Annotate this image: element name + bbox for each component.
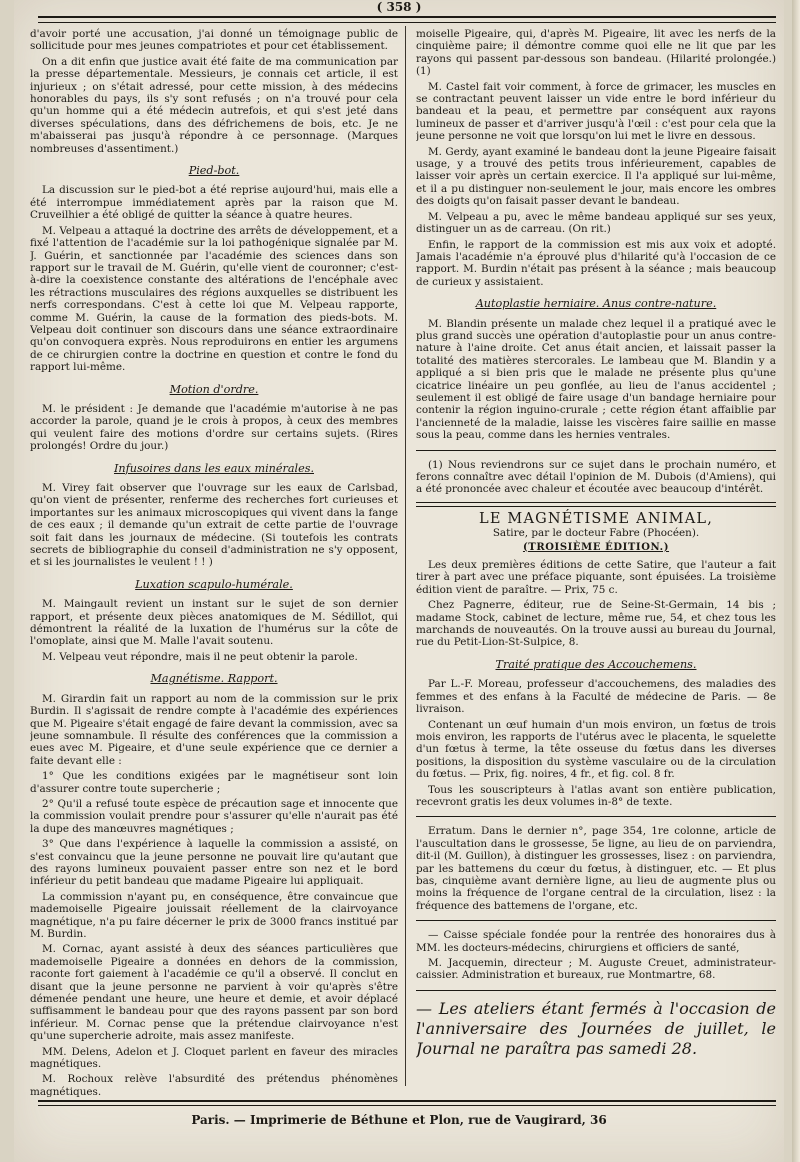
paragraph: Par L.-F. Moreau, professeur d'accouchemens, des maladies des femmes et des enfans à la Faculté de médecine de Paris. — 8e livraison. [416,678,776,716]
footer-rule [38,1100,776,1106]
footnote: (1) Nous reviendrons sur ce sujet dans le prochain numéro, et ferons connaître avec détail l'opinion de M. Dubois (d'Amiens), qui a été prononcée avec chaleur et écoutée avec beaucoup d'intérêt. [416,458,776,496]
section-heading-infusoires: Infusoires dans les eaux minérales. [113,461,314,475]
page-number: ( 358 ) [376,0,422,14]
section-heading-traite: Traité pratique des Accouchemens. [495,657,697,671]
paragraph: La commission n'ayant pu, en conséquence, être convaincue que mademoiselle Pigeaire jouissait réellement de la clairvoyance magnétique, n'a pu faire décerner le prix de 3000 francs institué par M. Burdin. [30,890,398,940]
paragraph: MM. Delens, Adelon et J. Cloquet parlent en faveur des miracles magnétiques. [30,1045,398,1071]
paragraph: M. le président : Je demande que l'académie m'autorise à ne pas accorder la parole, quand je le crois à propos, à ceux des membres qui veulent faire des motions d'ordre sur certains sujets. (Rires prolongés! Ordre du jour.) [30,402,398,453]
closing-notice: — Les ateliers étant fermés à l'occasion de l'anniversaire des Journées de juillet, le Journal ne paraîtra pas samedi 28. [416,998,776,1058]
column-divider [405,26,406,1086]
paragraph: Tous les souscripteurs à l'atlas avant son entière publication, recevront gratis les deux volumes in-8° de texte. [416,783,776,808]
paragraph: Contenant un œuf humain d'un mois environ, un fœtus de trois mois environ, les rapports de l'utérus avec le placenta, le squelette d'un fœtus à terme, la tête osseuse du fœtus dans les diverses positions, la disposition du système vasculaire ou de la circulation du fœtus. — Prix, fig. noires, 4 fr., et fig. col. 8 fr. [416,718,776,781]
paragraph: 3° Que dans l'expérience à laquelle la commission a assisté, on s'est convaincu que la jeune personne ne pouvait lire qu'autant que des rayons lumineux pouvaient passer entre son nez et le bord inférieur du petit bandeau que madame Pigeaire lui appliquait. [30,838,398,888]
newspaper-page [14,0,784,1162]
paragraph: M. Velpeau a attaqué la doctrine des arrêts de développement, et a fixé l'attention de l'académie sur la loi pathogénique signalée par M. J. Guérin, et sanctionnée par l'académie des sciences dans son rapport sur le travail de M. Guérin, qu'elle vient de couronner; c'est-à-dire la coexistence constante des altérations de l'encéphale avec les rétractions musculaires des régions auxquelles se distribuent les nerfs correspondans. C'est à cette loi que M. Velpeau rapporte, comme M. Guérin, la cause de la formation des pieds-bots. M. Velpeau doit continuer son discours dans une séance extraordinaire qu'on convoquera exprès. Nous reproduirons en entier les argumens de ce chirurgien contre la doctrine en question et contre le fond du rapport lui-même. [30,224,398,374]
paragraph: M. Velpeau veut répondre, mais il ne peut obtenir la parole. [42,650,358,663]
section-heading-luxation: Luxation scapulo-humérale. [135,577,293,591]
left-column [30,28,398,1100]
paragraph: Les deux premières éditions de cette Satire, que l'auteur a fait tirer à part avec une préface piquante, sont épuisées. La troisième édition vient de paraître. — Prix, 75 c. [416,559,776,596]
divider [416,502,776,507]
top-rule [38,16,776,23]
paragraph: M. Rochoux relève l'absurdité des prétendus phénomènes magnétiques. [30,1073,398,1098]
paragraph: Chez Pagnerre, éditeur, rue de Seine-St-Germain, 14 bis ; madame Stock, cabinet de lecture, même rue, 54, et chez tous les marchands de nouveautés. On la trouve aussi au bureau du Journal, rue du Petit-Lion-St-Sulpice, 8. [416,599,776,649]
paragraph: M. Velpeau a pu, avec le même bandeau appliqué sur ses yeux, distinguer un as de carreau. (On rit.) [416,210,776,236]
paragraph: Enfin, le rapport de la commission est mis aux voix et adopté. Jamais l'académie n'a éprouvé plus d'hilarité qu'à l'occasion de ce rapport. M. Burdin n'était pas présent à la séance ; mais beaucoup de curieux y assistaient. [416,238,776,288]
paragraph: M. Blandin présente un malade chez lequel il a pratiqué avec le plus grand succès une opération d'autoplastie pour un anus contre-nature à l'aine droite. Cet anus était ancien, et laissait passer la totalité des matières stercorales. Le lambeau que M. Blandin y a appliqué a si bien pris que le malade ne présente plus qu'une cicatrice linéaire un peu gonflée, au lieu de l'anus accidentel ; seulement il est obligé de faire usage d'un bandage herniaire pour contenir la région inguino-crurale ; cette région étant affaiblie par l'ancienneté de la maladie, laisse les viscères faire saillie en masse sous la peau, comme dans les hernies ventrales. [416,317,776,442]
advert-edition: (TROISIÈME ÉDITION.) [522,541,670,553]
divider [416,450,776,451]
paragraph: M. Maingault revient un instant sur le sujet de son dernier rapport, et présente deux pièces anatomiques de M. Sédillot, qui démontrent la réalité de la luxation de l'humérus sur la côte de l'omoplate, ainsi que M. Malle l'avait soutenu. [30,598,398,648]
paragraph: M. Jacquemin, directeur ; M. Auguste Creuet, administrateur-caissier. Administration et bureaux, rue Montmartre, 68. [416,957,776,982]
paragraph: M. Castel fait voir comment, à force de grimacer, les muscles en se contractant peuvent laisser un vide entre le bord inférieur du bandeau et la peau, et permettre par conséquent aux rayons lumineux de passer et d'arriver jusqu'à l'œil : c'est pour cela que la jeune personne ne voit que lorsqu'on lui met le livre en dessous. [416,80,776,143]
paragraph: M. Girardin fait un rapport au nom de la commission sur le prix Burdin. Il s'agissait de rendre compte à l'académie des expériences que M. Pigeaire s'était engagé de faire devant la commission, avec sa jeune somnambule. Il résulte des conférences que la commission a eues avec M. Pigeaire, et d'une seule expérience que ce dernier a faite devant elle : [30,692,398,767]
paragraph: M. Gerdy, ayant examiné le bandeau dont la jeune Pigeaire faisait usage, y a trouvé des petits trous inférieurement, capables de laisser voir après un certain exercice. Il l'a appliqué sur lui-même, et il a pu distinguer non-seulement le jour, mais encore les ombres des doigts qu'on faisait passer devant le bandeau. [416,145,776,208]
printer-imprint: Paris. — Imprimerie de Béthune et Plon, rue de Vaugirard, 36 [191,1113,607,1127]
paragraph: — Caisse spéciale fondée pour la rentrée des honoraires dus à MM. les docteurs-médecins, chirurgiens et officiers de santé, [416,929,776,954]
right-column [416,28,776,1100]
advert-subtitle: Satire, par le docteur Fabre (Phocéen). [492,527,700,540]
paragraph: 1° Que les conditions exigées par le magnétiseur sont loin d'assurer contre toute supercherie ; [30,770,398,795]
advert-title: LE MAGNÉTISME ANIMAL, [478,510,713,527]
divider [416,990,776,991]
section-heading-pied-bot: Pied-bot. [188,164,240,178]
paragraph: M. Virey fait observer que l'ouvrage sur les eaux de Carlsbad, qu'on vient de présenter, renferme des recherches fort curieuses et importantes sur les animaux microscopiques qui vivent dans la fange de ces eaux ; il demande qu'un extrait de cette partie de l'ouvrage soit fait dans les journaux de médecine. (Si toutefois les contrats secrets de bibliographie du conseil d'administration ne s'y opposent, et si les journalistes le veulent ! ! ) [30,482,398,569]
divider [416,920,776,921]
section-heading-autoplastie: Autoplastie herniaire. Anus contre-nature. [475,297,717,311]
divider [416,816,776,817]
section-heading-magnetisme: Magnétisme. Rapport. [150,672,278,686]
paragraph: moiselle Pigeaire, qui, d'après M. Pigeaire, lit avec les nerfs de la cinquième paire; il démontre comme quoi elle ne lit que par les rayons qui passent par-dessous son bandeau. (Hilarité prolongée.) (1) [416,28,776,78]
paragraph: d'avoir porté une accusation, j'ai donné un témoignage public de sollicitude pour mes jeunes compatriotes et pour cet établissement. [30,28,398,53]
page-edge [792,0,800,1162]
erratum: Erratum. Dans le dernier n°, page 354, 1re colonne, article de l'auscultation dans le grossesse, 5e ligne, au lieu de on parviendra, dit-il (M. Guillon), à distinguer les grossesses, lisez : on parviendra, par les battemens du cœur du fœtus, à distinguer, etc. — Et plus bas, cinquième avant dernière ligne, au lieu de augmente plus ou moins la fréquence de l'organe central de la circulation, lisez : la fréquence des battemens de l'organe, etc. [416,825,776,912]
paragraph: M. Cornac, ayant assisté à deux des séances particulières que mademoiselle Pigeaire a données en dehors de la commission, raconte fort gaiement à l'académie ce qu'il a observé. Il conclut en disant que la jeune personne ne parvient à voir qu'après s'être démenée pendant une heure, une heure et demie, et avoir déplacé suffisamment le bandeau pour que des rayons passent par son bord inférieur. M. Cornac pense que la prétendue clairvoyance n'est qu'une supercherie adroite, mais assez manifeste. [30,943,398,1043]
paragraph: La discussion sur le pied-bot a été reprise aujourd'hui, mais elle a été interrompue immédiatement après par la raison que M. Cruveilhier a été obligé de quitter la séance à quatre heures. [30,184,398,222]
paragraph: On a dit enfin que justice avait été faite de ma communication par la presse départementale. Messieurs, je connais cet article, il est injurieux ; on s'était adressé, pour cette mission, à des médecins honorables du pays, ils s'y sont refusés ; on n'a trouvé pour cela qu'un homme qui a été médecin autrefois, et qui s'est jeté dans diverses spéculations, dans des défrichemens de bois, etc. Je ne m'abaisserai pas jusqu'à répondre à ce personnage. (Marques nombreuses d'assentiment.) [30,55,398,155]
section-heading-motion: Motion d'ordre. [169,382,259,396]
paragraph: 2° Qu'il a refusé toute espèce de précaution sage et innocente que la commission voulait prendre pour s'assurer qu'elle n'aurait pas été la dupe des manœuvres magnétiques ; [30,797,398,835]
